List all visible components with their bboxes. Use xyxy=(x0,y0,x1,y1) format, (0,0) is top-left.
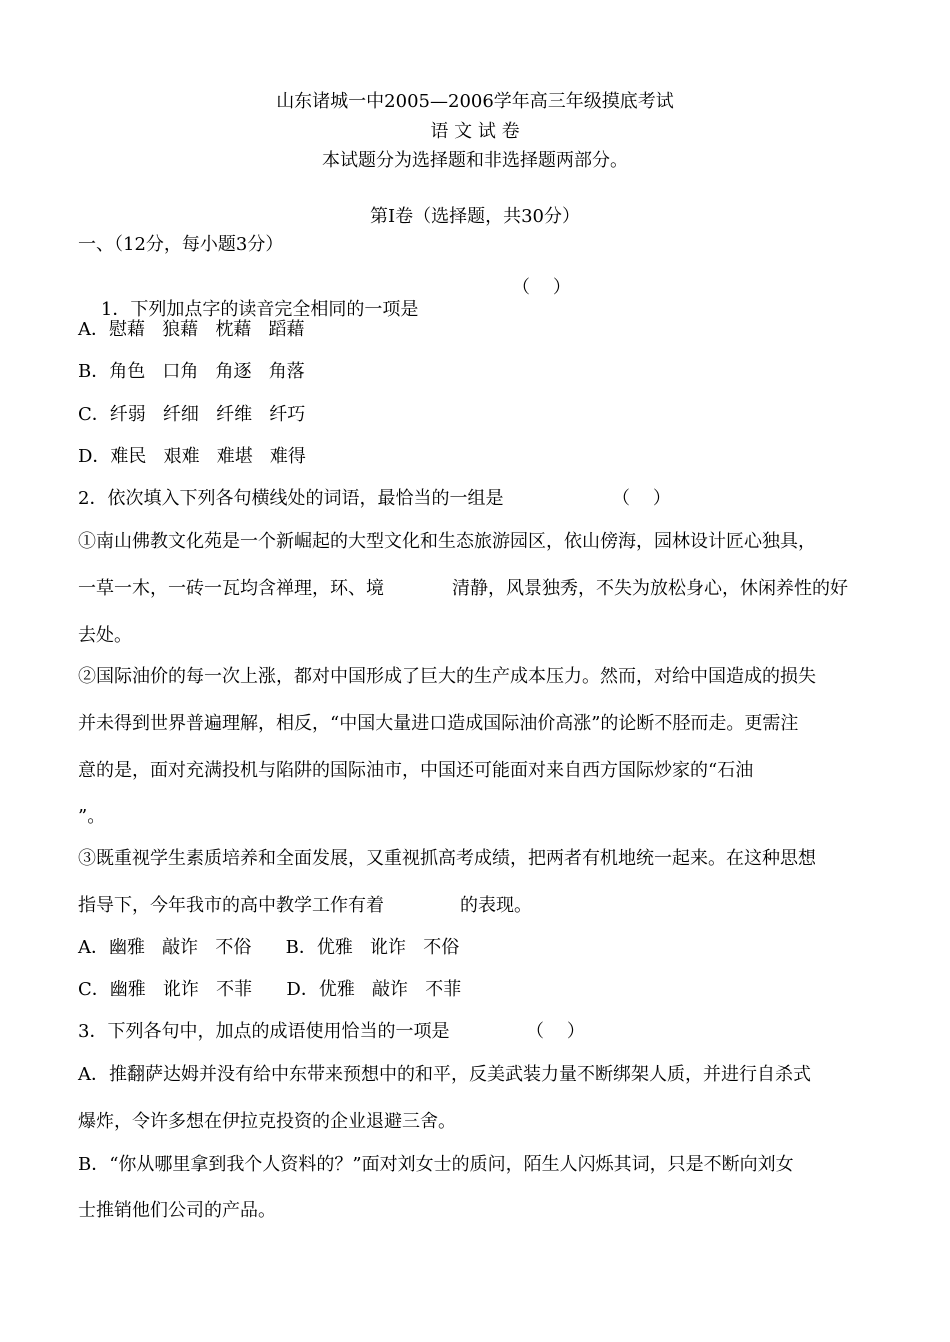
sentence-1-line-3: 去处。 xyxy=(78,625,132,646)
option-d: D．难民 艰难 难堪 难得 xyxy=(78,446,306,467)
option-c: C．纤弱 纤细 纤维 纤巧 xyxy=(78,404,306,425)
question-2-stem: 2．依次填入下列各句横线处的词语，最恰当的一组是 xyxy=(78,488,504,509)
option-a-line-1: A．推翻萨达姆并没有给中东带来预想中的和平，反美武装力量不断绑架人质，并进行自杀式 xyxy=(78,1064,811,1085)
answer-paren: （ ） xyxy=(612,488,671,509)
sentence-1-line-2b: 清静，风景独秀，不失为放松身心，休闲养性的好 xyxy=(452,578,848,599)
answer-paren: （ ） xyxy=(526,1021,585,1042)
sentence-3-line-2b: 的表现。 xyxy=(460,895,532,916)
option-b-line-1: B．“你从哪里拿到我个人资料的？”面对刘女士的质问，陌生人闪烁其词，只是不断向刘女 xyxy=(78,1154,794,1175)
question-stem-text: 1．下列加点字的读音完全相同的一项是 xyxy=(100,299,419,320)
answer-paren: （ ） xyxy=(512,277,571,298)
options-row-1: A．幽雅 敲诈 不俗 B．优雅 讹诈 不俗 xyxy=(78,937,460,958)
part-heading: 一、（12分，每小题3分） xyxy=(78,234,284,255)
option-a: A．慰藉 狼藉 枕藉 蹈藉 xyxy=(78,319,305,340)
sentence-3-line-1: ③既重视学生素质培养和全面发展，又重视抓高考成绩，把两者有机地统一起来。在这种思想 xyxy=(78,848,816,869)
sentence-2-line-3: 意的是，面对充满投机与陷阱的国际油市，中国还可能面对来自西方国际炒家的“石油 xyxy=(78,760,754,781)
sentence-2-line-4: ”。 xyxy=(78,806,106,827)
sentence-3-line-2a: 指导下，今年我市的高中教学工作有着 xyxy=(78,895,384,916)
option-b: B．角色 口角 角逐 角落 xyxy=(78,361,305,382)
exam-note: 本试题分为选择题和非选择题两部分。 xyxy=(322,150,628,171)
option-a-line-2: 爆炸，令许多想在伊拉克投资的企业退避三舍。 xyxy=(78,1111,456,1132)
exam-title: 山东诸城一中2005—2006学年高三年级摸底考试 xyxy=(276,91,674,112)
section-title: 第Ⅰ卷（选择题，共30分） xyxy=(369,206,580,227)
subject-title: 语 文 试 卷 xyxy=(430,121,520,142)
options-row-2: C．幽雅 讹诈 不菲 D．优雅 敲诈 不菲 xyxy=(78,979,462,1000)
question-3-stem: 3．下列各句中，加点的成语使用恰当的一项是 xyxy=(78,1021,450,1042)
sentence-1-line-1: ①南山佛教文化苑是一个新崛起的大型文化和生态旅游园区，依山傍海，园林设计匠心独具， xyxy=(78,531,816,552)
option-b-line-2: 士推销他们公司的产品。 xyxy=(78,1200,276,1221)
sentence-2-line-2: 并未得到世界普遍理解，相反，“中国大量进口造成国际油价高涨”的论断不胫而走。更需注 xyxy=(78,713,799,734)
sentence-1-line-2a: 一草一木，一砖一瓦均含禅理，环、境 xyxy=(78,578,384,599)
sentence-2-line-1: ②国际油价的每一次上涨，都对中国形成了巨大的生产成本压力。然而，对给中国造成的损失 xyxy=(78,666,816,687)
